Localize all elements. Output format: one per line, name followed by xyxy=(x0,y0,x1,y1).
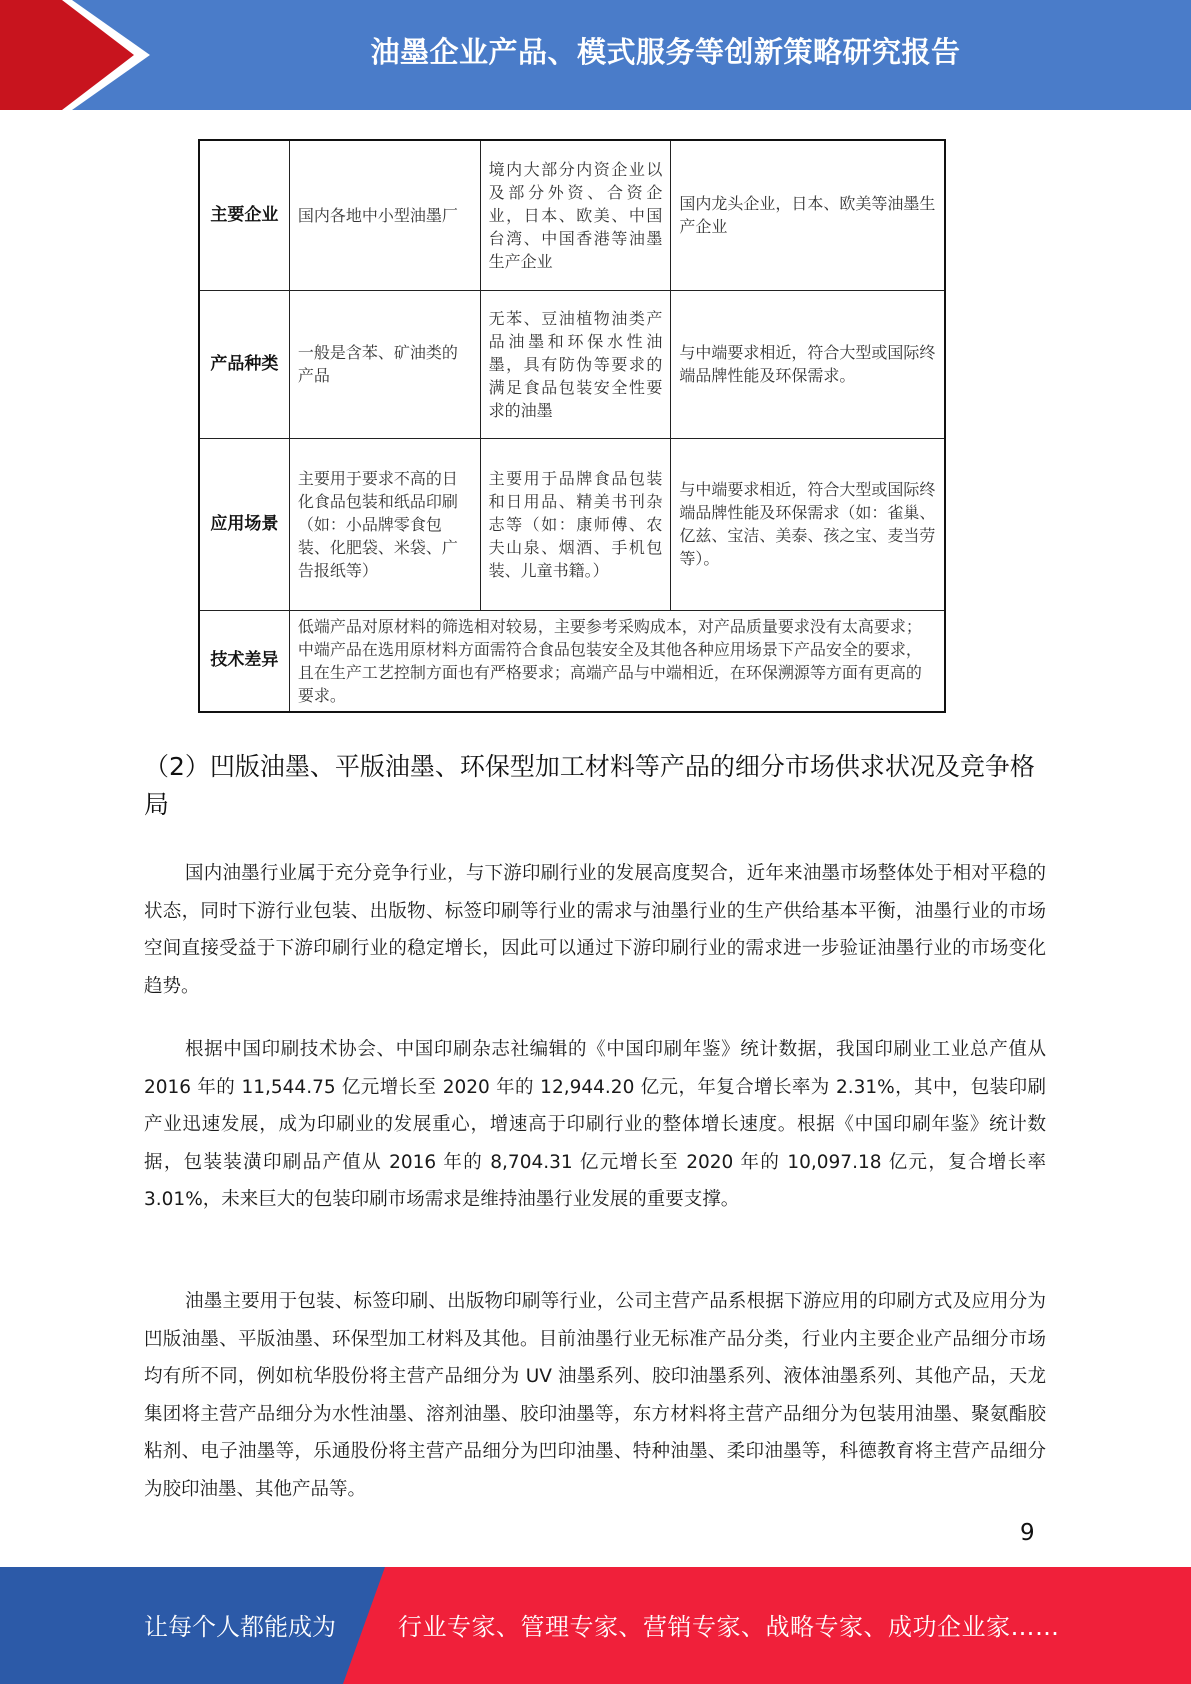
table-cell: 与中端要求相近，符合大型或国际终端品牌性能及环保需求（如：雀巢、亿兹、宝洁、美泰、孩之宝、麦当劳等）。 xyxy=(671,438,945,610)
header-chevron-icon xyxy=(0,0,134,110)
footer-slogan-right: 行业专家、管理专家、营销专家、战略专家、成功企业家…… xyxy=(398,1613,1060,1641)
table-cell: 国内龙头企业，日本、欧美等油墨生产企业 xyxy=(671,140,945,290)
row-header-application-scenarios: 应用场景 xyxy=(199,438,289,610)
table-cell: 无苯、豆油植物油类产品油墨和环保水性油墨，具有防伪等要求的满足食品包装安全性要求的油墨 xyxy=(480,290,671,438)
row-header-tech-difference: 技术差异 xyxy=(199,610,289,712)
table-row xyxy=(199,140,945,290)
footer-slogan-left: 让每个人都能成为 xyxy=(144,1613,336,1641)
section-heading: （2）凹版油墨、平版油墨、环保型加工材料等产品的细分市场供求状况及竞争格局 xyxy=(144,752,1035,819)
body-paragraph: 国内油墨行业属于充分竞争行业，与下游印刷行业的发展高度契合，近年来油墨市场整体处于相对平稳的状态，同时下游行业包装、出版物、标签印刷等行业的需求与油墨行业的生产供给基本平衡，油墨行业的市场空间直接受益于下游印刷行业的稳定增长，因此可以通过下游印刷行业的需求进一步验证油墨行业的市场变化趋势。 xyxy=(144,863,1046,997)
body-paragraph: 油墨主要用于包装、标签印刷、出版物印刷等行业，公司主营产品系根据下游应用的印刷方式及应用分为凹版油墨、平版油墨、环保型加工材料及其他。目前油墨行业无标准产品分类，行业内主要企业产品细分市场均有所不同，例如杭华股份将主营产品细分为 UV 油墨系列、胶印油墨系列、液体油墨系列、其他产品，天龙集团将主营产品细分为水性油墨、溶剂油墨、胶印油墨等，东方材料将主营产品细分为包装用油墨、聚氨酯胶粘剂、电子油墨等，乐通股份将主营产品细分为凹印油墨、特种油墨、柔印油墨等，科德教育将主营产品细分为胶印油墨、其他产品等。 xyxy=(144,1291,1046,1500)
page-footer xyxy=(0,1567,1191,1684)
row-header-product-types: 产品种类 xyxy=(199,290,289,438)
row-header-main-companies: 主要企业 xyxy=(199,140,289,290)
table-cell: 低端产品对原材料的筛选相对较易，主要参考采购成本，对产品质量要求没有太高要求；中端产品在选用原材料方面需符合食品包装安全及其他各种应用场景下产品安全的要求，且在生产工艺控制方面也有严格要求；高端产品与中端相近，在环保溯源等方面有更高的要求。 xyxy=(289,610,945,712)
table-cell: 主要用于要求不高的日化食品包装和纸品印刷（如：小品牌零食包装、化肥袋、米袋、广告报纸等） xyxy=(289,438,480,610)
page-header xyxy=(0,0,1191,110)
table-cell: 与中端要求相近，符合大型或国际终端品牌性能及环保需求。 xyxy=(671,290,945,438)
table-row xyxy=(199,290,945,438)
table-row xyxy=(199,438,945,610)
table-cell: 一般是含苯、矿油类的产品 xyxy=(289,290,480,438)
body-paragraph: 根据中国印刷技术协会、中国印刷杂志社编辑的《中国印刷年鉴》统计数据，我国印刷业工业总产值从 2016 年的 11,544.75 亿元增长至 2020 年的 12,944.20 亿元，年复合增长率为 2.31%，其中，包装印刷产业迅速发展，成为印刷业的发展重心，增速高于印刷行业的整体增长速度。根据《中国印刷年鉴》统计数据，包装装潢印刷品产值从 2016 年的 8,704.31 亿元增长至 2020 年的 10,097.18 亿元，复合增长率 3.01%，未来巨大的包装印刷市场需求是维持油墨行业发展的重要支撑。 xyxy=(144,1039,1046,1210)
table-cell: 国内各地中小型油墨厂 xyxy=(289,140,480,290)
table-cell: 境内大部分内资企业以及部分外资、合资企业，日本、欧美、中国台湾、中国香港等油墨生产企业 xyxy=(480,140,671,290)
product-comparison-table xyxy=(198,139,946,713)
page-number: 9 xyxy=(1020,1520,1035,1546)
table-row xyxy=(199,610,945,712)
header-title: 油墨企业产品、模式服务等创新策略研究报告 xyxy=(370,35,961,69)
table-cell: 主要用于品牌食品包装和日用品、精美书刊杂志等（如：康师傅、农夫山泉、烟酒、手机包装、儿童书籍。） xyxy=(480,438,671,610)
